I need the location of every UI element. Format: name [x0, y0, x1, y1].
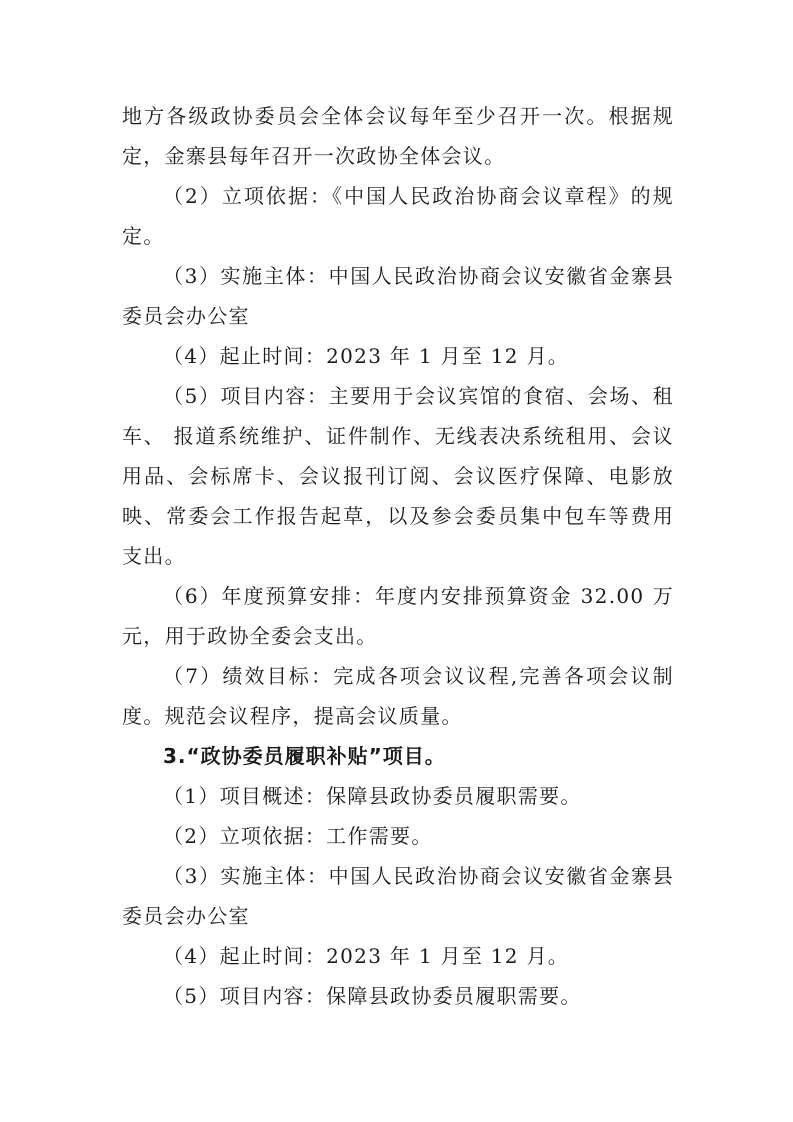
- paragraph-content-2: （5）项目内容：保障县政协委员履职需要。: [163, 984, 582, 1008]
- paragraph-budget: （6）年度预算安排：年度内安排预算资金 32.00 万元，用于政协全委会支出。: [122, 584, 674, 648]
- paragraph-period-2: （4）起止时间：2023 年 1 月至 12 月。: [163, 944, 570, 968]
- document-body: [122, 96, 674, 1016]
- paragraph-period: （4）起止时间：2023 年 1 月至 12 月。: [163, 344, 570, 368]
- paragraph-implementer: （3）实施主体：中国人民政治协商会议安徽省金寨县委员会办公室: [122, 264, 674, 328]
- paragraph-plenary-session: 地方各级政协委员会全体会议每年至少召开一次。根据规定，金寨县每年召开一次政协全体会议。: [122, 104, 674, 168]
- paragraph-goal: （7）绩效目标：完成各项会议议程,完善各项会议制度。规范会议程序，提高会议质量。: [122, 664, 674, 728]
- section-heading: 3.“政协委员履职补贴”项目。: [163, 744, 446, 768]
- paragraph-implementer-2: （3）实施主体：中国人民政治协商会议安徽省金寨县委员会办公室: [122, 864, 674, 928]
- paragraph-basis-2: （2）立项依据：工作需要。: [163, 824, 433, 848]
- paragraph-content: （5）项目内容：主要用于会议宾馆的食宿、会场、租车、 报道系统维护、证件制作、无线表决系统租用、会议用品、会标席卡、会议报刊订阅、会议医疗保障、电影放映、常委会工作报告起草，以及参会委员集中包车等费用支出。: [122, 384, 674, 568]
- paragraph-overview: （1）项目概述：保障县政协委员履职需要。: [163, 784, 582, 808]
- paragraph-basis: （2）立项依据：《中国人民政治协商会议章程》的规定。: [122, 184, 674, 248]
